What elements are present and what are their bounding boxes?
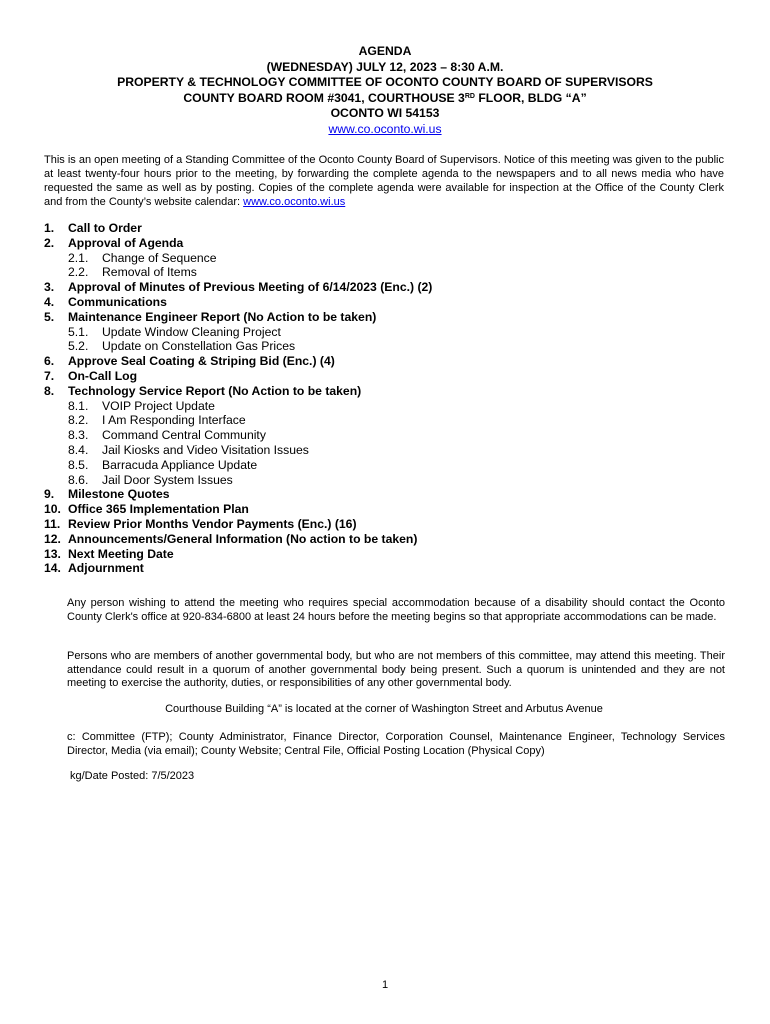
agenda-item xyxy=(44,280,724,295)
agenda-item xyxy=(44,547,724,562)
agenda-item xyxy=(44,532,724,547)
agenda-subitem-number: 8.5. xyxy=(68,457,89,472)
agenda-subitem-label: Removal of Items xyxy=(102,265,197,280)
header-room-sup: RD xyxy=(464,92,475,100)
agenda-item xyxy=(44,384,724,399)
agenda-subitem xyxy=(68,413,724,428)
agenda-item-label: Technology Service Report (No Action to be taken) xyxy=(68,383,362,398)
agenda-item-number: 9. xyxy=(44,487,55,502)
intro-paragraph xyxy=(44,153,724,209)
agenda-item-number: 13. xyxy=(44,546,61,561)
header-room-text: COUNTY BOARD ROOM #3041, COURTHOUSE 3 xyxy=(183,90,465,105)
agenda-item xyxy=(44,561,724,576)
agenda-item-number: 1. xyxy=(44,221,55,235)
agenda-item-number: 12. xyxy=(44,531,61,546)
agenda-item xyxy=(44,295,724,310)
agenda-subitem xyxy=(68,325,724,340)
agenda-item-number: 11. xyxy=(44,516,61,531)
disability-notice: Any person wishing to attend the meeting who requires special accommodation because of a disability should contact the Oconto County Clerk's office at 920-834-6800 at least 24 hours before the meeting begins so that appropriate accommodations can be made. xyxy=(67,597,725,623)
agenda-item-label: Approval of Minutes of Previous Meeting of 6/14/2023 (Enc.) (2) xyxy=(68,280,433,295)
agenda-subitem-number: 2.1. xyxy=(68,250,89,265)
agenda-item xyxy=(44,369,724,384)
agenda-subitem xyxy=(68,251,724,266)
agenda-subitem-number: 8.6. xyxy=(68,472,89,487)
header-room-floor: FLOOR, BLDG “A” xyxy=(474,90,587,105)
agenda-item-label: Communications xyxy=(68,294,167,309)
agenda-subitem-number: 8.1. xyxy=(68,398,89,413)
quorum-notice: Persons who are members of another governmental body, but who are not members of this committee, may attend this meeting. Their attendance could result in a quorum of another governmental body being present. Such a quorum is unintended and they are not meeting to exercise the authority, duties, or responsibilities of any other governmental body. xyxy=(67,650,725,689)
intro-website-link[interactable]: www.co.oconto.wi.us xyxy=(243,196,346,208)
agenda-item-label: Milestone Quotes xyxy=(68,487,170,502)
agenda-subitem-number: 5.1. xyxy=(68,324,89,339)
intro-text: This is an open meeting of a Standing Committee of the Oconto County Board of Supervisors. Notice of this meeting was given to the public at least twenty-four hours prior to the meeting, by forwarding the complete agenda to the newspapers and to all news media who have requested the same as well as by posting. Copies of the complete agenda were available for inspection at the Office of the County Clerk and from the County’s website calendar: xyxy=(44,154,724,208)
agenda-item-label: On-Call Log xyxy=(68,368,138,383)
location-note: Courthouse Building “A” is located at the corner of Washington Street and Arbutus Avenue xyxy=(165,703,603,715)
agenda-subitem xyxy=(68,339,724,354)
date-posted: kg/Date Posted: 7/5/2023 xyxy=(70,770,195,782)
agenda-item-number: 3. xyxy=(44,280,55,295)
agenda-subitem xyxy=(68,443,724,458)
agenda-subitem xyxy=(68,458,724,473)
agenda-subitem-number: 8.3. xyxy=(68,428,89,443)
agenda-subitem xyxy=(68,265,724,280)
agenda-item-number: 8. xyxy=(44,383,55,398)
header-date: (WEDNESDAY) JULY 12, 2023 – 8:30 A.M. xyxy=(266,59,504,74)
cc-list: c: Committee (FTP); County Administrator, Finance Director, Corporation Counsel, Maintenance Engineer, Technology Services Director, Media (via email); County Website; Central File, Official Posting Location (Physical Copy) xyxy=(67,731,725,757)
agenda-item-number: 2. xyxy=(44,235,55,250)
header-room xyxy=(0,91,770,107)
agenda-item-number: 4. xyxy=(44,294,55,309)
agenda-subitem-number: 8.4. xyxy=(68,442,89,457)
agenda-item-label: Approve Seal Coating & Striping Bid (Enc.) (4) xyxy=(68,354,335,369)
agenda-list xyxy=(44,221,724,576)
agenda-subitem-number: 8.2. xyxy=(68,413,89,428)
agenda-subitem-label: Jail Door System Issues xyxy=(102,472,233,487)
agenda-item-label: Call to Order xyxy=(68,221,142,235)
agenda-item xyxy=(44,487,724,502)
agenda-subitem-label: Command Central Community xyxy=(102,428,266,443)
agenda-item-label: Maintenance Engineer Report (No Action to be taken) xyxy=(68,309,377,324)
agenda-item-label: Office 365 Implementation Plan xyxy=(68,502,249,517)
agenda-item xyxy=(44,221,724,236)
agenda-header xyxy=(0,44,770,138)
agenda-item-label: Approval of Agenda xyxy=(68,235,184,250)
agenda-item xyxy=(44,517,724,532)
agenda-subitem-label: Change of Sequence xyxy=(102,250,217,265)
agenda-subitem-label: Barracuda Appliance Update xyxy=(102,457,258,472)
header-website-link[interactable]: www.co.oconto.wi.us xyxy=(328,121,442,136)
agenda-subitem xyxy=(68,428,724,443)
agenda-item xyxy=(44,310,724,325)
agenda-item-number: 10. xyxy=(44,502,61,517)
agenda-subitem-label: Update Window Cleaning Project xyxy=(102,324,281,339)
agenda-item xyxy=(44,236,724,251)
page-number: 1 xyxy=(381,979,389,991)
agenda-item-label: Announcements/General Information (No action to be taken) xyxy=(68,531,418,546)
agenda-item-label: Next Meeting Date xyxy=(68,546,174,561)
agenda-item-number: 5. xyxy=(44,309,55,324)
agenda-item-label: Adjournment xyxy=(68,561,144,576)
header-title: AGENDA xyxy=(358,44,412,58)
agenda-item-label: Review Prior Months Vendor Payments (Enc.) (16) xyxy=(68,516,357,531)
agenda-subitem-label: Jail Kiosks and Video Visitation Issues xyxy=(102,442,309,457)
agenda-subitem-label: I Am Responding Interface xyxy=(102,413,246,428)
agenda-item-number: 7. xyxy=(44,368,55,383)
agenda-subitem xyxy=(68,399,724,414)
agenda-subitem-label: Update on Constellation Gas Prices xyxy=(102,339,296,354)
agenda-item-number: 6. xyxy=(44,354,55,369)
agenda-subitem xyxy=(68,473,724,488)
agenda-subitem-number: 5.2. xyxy=(68,339,89,354)
agenda-item xyxy=(44,354,724,369)
agenda-subitem-number: 2.2. xyxy=(68,265,89,280)
agenda-subitem-label: VOIP Project Update xyxy=(102,398,215,413)
header-city: OCONTO WI 54153 xyxy=(330,106,440,121)
agenda-item-number: 14. xyxy=(44,561,61,576)
agenda-item xyxy=(44,502,724,517)
header-committee: PROPERTY & TECHNOLOGY COMMITTEE OF OCONTO COUNTY BOARD OF SUPERVISORS xyxy=(117,75,653,90)
